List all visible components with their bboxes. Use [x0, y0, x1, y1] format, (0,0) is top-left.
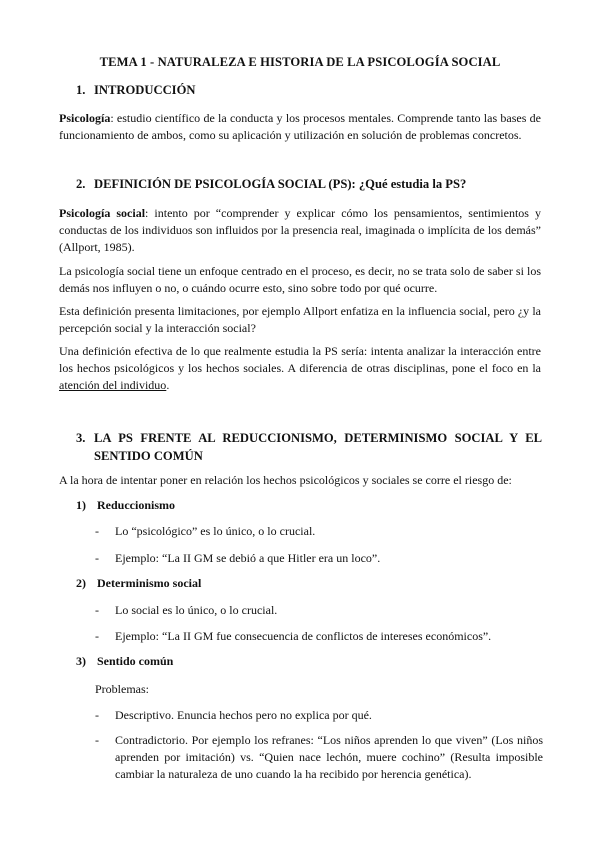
dash-marker: -	[95, 551, 99, 565]
bullet-text: Ejemplo: “La II GM fue consecuencia de conflictos de intereses económicos”.	[115, 629, 492, 643]
dash-marker: -	[95, 708, 99, 722]
section-1-title: INTRODUCCIÓN	[94, 83, 196, 97]
definition-text: : intento por “comprender y explicar cómo los pensamientos, sentimientos y conductas de los individuos son influidos por la presencia real, imaginada o implícita de los demás” (Allport, 1985).	[59, 206, 541, 254]
dash-marker: -	[95, 629, 99, 643]
term-psicologia-social: Psicología social	[59, 206, 146, 220]
bullet-text: Contradictorio. Por ejemplo los refranes: “Los niños aprenden lo que viven” (Los niños aprenden por imitación) vs. “Quien nace lechón, muere cochino” (Resulta imposible cambiar la naturaleza de uno cuando la ha recibido por herencia genética).	[115, 733, 543, 781]
section-2-paragraph-3: Esta definición presenta limitaciones, por ejemplo Allport enfatiza en la influencia social, pero ¿y la percepción social y la interacción social?	[59, 304, 541, 335]
paragraph-end: .	[166, 378, 170, 392]
section-3-intro: A la hora de intentar poner en relación los hechos psicológicos y sociales se corre el riesgo de:	[59, 473, 512, 487]
bullet-text: Descriptivo. Enuncia hechos pero no explica por qué.	[115, 708, 372, 722]
section-2-number: 2.	[76, 177, 86, 191]
section-3-heading	[76, 429, 542, 465]
bullet-text: Lo social es lo único, o lo crucial.	[115, 603, 278, 617]
bullet-text: Ejemplo: “La II GM se debió a que Hitler era un loco”.	[115, 551, 381, 565]
problems-label: Problemas:	[95, 682, 149, 696]
bullet-item	[95, 550, 543, 567]
item-number: 2)	[76, 576, 86, 590]
definition-text: : estudio científico de la conducta y los procesos mentales. Comprende tanto las bases de funcionamiento de ambos, como su aplicación y utilización en solución de problemas concretos.	[59, 111, 541, 142]
bullet-item	[95, 628, 543, 645]
item-number: 3)	[76, 654, 86, 668]
term-psicologia: Psicología	[59, 111, 111, 125]
section-3-title: LA PS FRENTE AL REDUCCIONISMO, DETERMINISMO SOCIAL Y EL SENTIDO COMÚN	[94, 431, 542, 463]
bullet-item	[95, 523, 543, 540]
section-1-paragraph	[59, 110, 541, 144]
bullet-item	[95, 707, 543, 724]
list-item-determinismo-social	[76, 576, 201, 591]
list-item-reduccionismo	[76, 498, 175, 513]
bullet-item	[95, 602, 543, 619]
dash-marker: -	[95, 733, 99, 747]
section-3-number: 3.	[76, 431, 86, 445]
list-item-sentido-comun	[76, 654, 173, 669]
section-2-title: DEFINICIÓN DE PSICOLOGÍA SOCIAL (PS): ¿Qué estudia la PS?	[94, 177, 467, 191]
item-label: Sentido común	[97, 654, 174, 668]
dash-marker: -	[95, 603, 99, 617]
item-label: Determinismo social	[97, 576, 202, 590]
paragraph-text: Una definición efectiva de lo que realmente estudia la PS sería: intenta analizar la interacción entre los hechos psicológicos y los hechos sociales. A diferencia de otras disciplinas, pone el foco en la	[59, 344, 541, 375]
section-2-definition	[59, 205, 541, 256]
section-2-paragraph-2: La psicología social tiene un enfoque centrado en el proceso, es decir, no se trata solo de saber si los demás nos influyen o no, o cuándo ocurre esto, sino sobre todo por qué ocurre.	[59, 264, 541, 295]
bullet-item	[95, 732, 543, 783]
bullet-text: Lo “psicológico” es lo único, o lo crucial.	[115, 524, 316, 538]
item-number: 1)	[76, 498, 86, 512]
section-2-heading	[76, 177, 466, 192]
dash-marker: -	[95, 524, 99, 538]
section-1-heading	[76, 83, 195, 98]
section-2-paragraph-4	[59, 343, 541, 394]
section-1-number: 1.	[76, 83, 86, 97]
document-title: TEMA 1 - NATURALEZA E HISTORIA DE LA PSICOLOGÍA SOCIAL	[99, 55, 501, 69]
underlined-phrase: atención del individuo	[59, 378, 167, 392]
item-label: Reduccionismo	[97, 498, 175, 512]
